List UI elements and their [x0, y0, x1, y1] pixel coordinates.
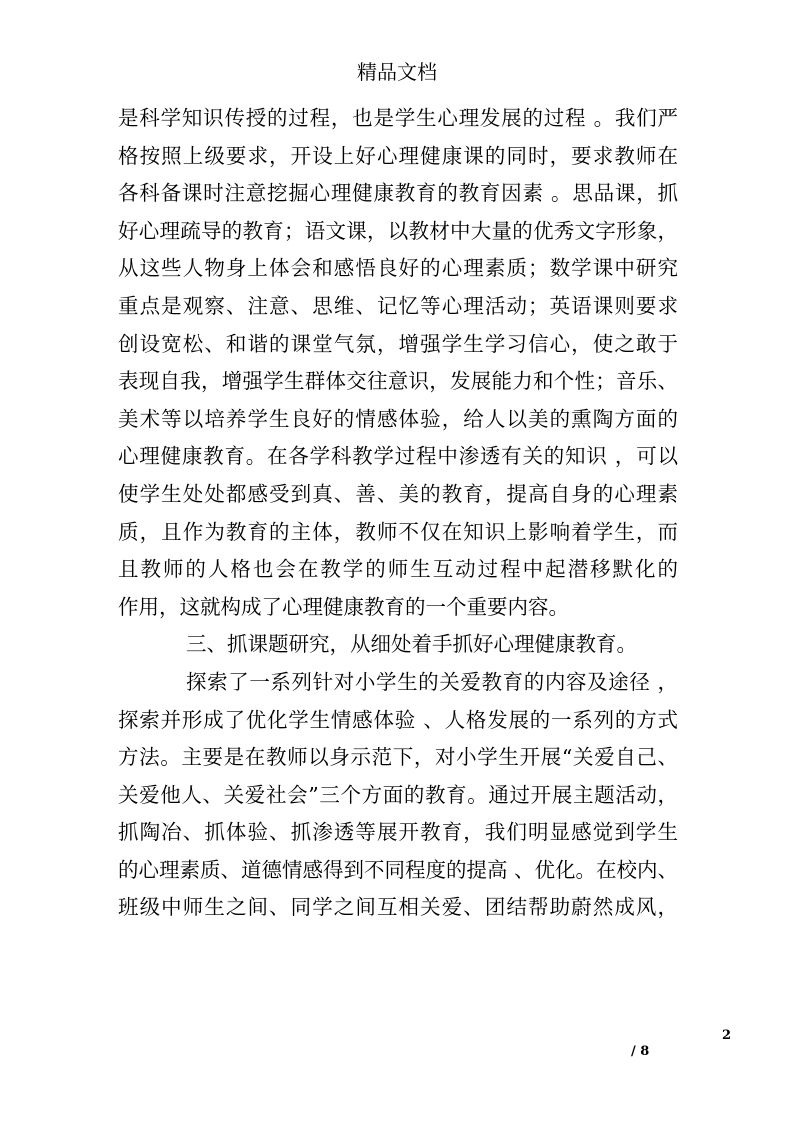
text-line: 美术等以培养学生良好的情感体验，给人以美的熏陶方面的 [118, 406, 678, 431]
text-line: 是科学知识传授的过程，也是学生心理发展的过程 。我们严 [118, 106, 678, 130]
text-line: 的心理素质、道德情感得到不同程度的提高 、优化。在校内、 [118, 857, 679, 882]
text-line: 重点是观察、注意、思维、记忆等心理活动；英语课则要求 [118, 293, 678, 318]
document-body [118, 100, 678, 927]
text-line: 且教师的人格也会在教学的师生互动过程中起潜移默化的 [118, 557, 678, 582]
section-heading: 三、抓课题研究，从细处着手抓好心理健康教育。 [186, 632, 637, 657]
text-line: 质，且作为教育的主体，教师不仅在知识上影响着学生，而 [118, 519, 678, 544]
text-line: 抓陶冶、抓体验、抓渗透等展开教育，我们明显感觉到学生 [118, 820, 678, 845]
text-line: 好心理疏导的教育；语文课，以教材中大量的优秀文字形象， [118, 218, 678, 243]
text-line: 使学生处处都感受到真、善、美的教育，提高自身的心理素 [118, 481, 678, 506]
text-line: 格按照上级要求，开设上好心理健康课的同时，要求教师在 [118, 143, 678, 168]
page-total: / 8 [631, 1044, 650, 1059]
page-header-title: 精品文档 [357, 60, 437, 84]
text-line: 方法。主要是在教师以身示范下，对小学生开展“关爱自己、 [118, 745, 678, 770]
text-line: 探索了一系列针对小学生的关爱教育的内容及途径 ， [186, 669, 678, 694]
text-line: 从这些人物身上体会和感悟良好的心理素质；数学课中研究 [118, 256, 678, 281]
text-line: 班级中师生之间、同学之间互相关爱、团结帮助蔚然成风， [118, 895, 678, 920]
text-line: 探索并形成了优化学生情感体验 、人格发展的一系列的方式 [118, 707, 678, 732]
text-line: 关爱他人、关爱社会”三个方面的教育。通过开展主题活动， [118, 782, 678, 807]
page-number: 2 [722, 1028, 732, 1043]
text-line: 心理健康教育。在各学科教学过程中渗透有关的知识 ，可以 [118, 444, 678, 469]
text-line: 表现自我，增强学生群体交往意识，发展能力和个性；音乐、 [118, 369, 678, 394]
text-line: 各科备课时注意挖掘心理健康教育的教育因素 。思品课，抓 [118, 181, 678, 206]
text-line: 作用，这就构成了心理健康教育的一个重要内容。 [118, 594, 569, 619]
text-line: 创设宽松、和谐的课堂气氛，增强学生学习信心，使之敢于 [118, 331, 678, 356]
